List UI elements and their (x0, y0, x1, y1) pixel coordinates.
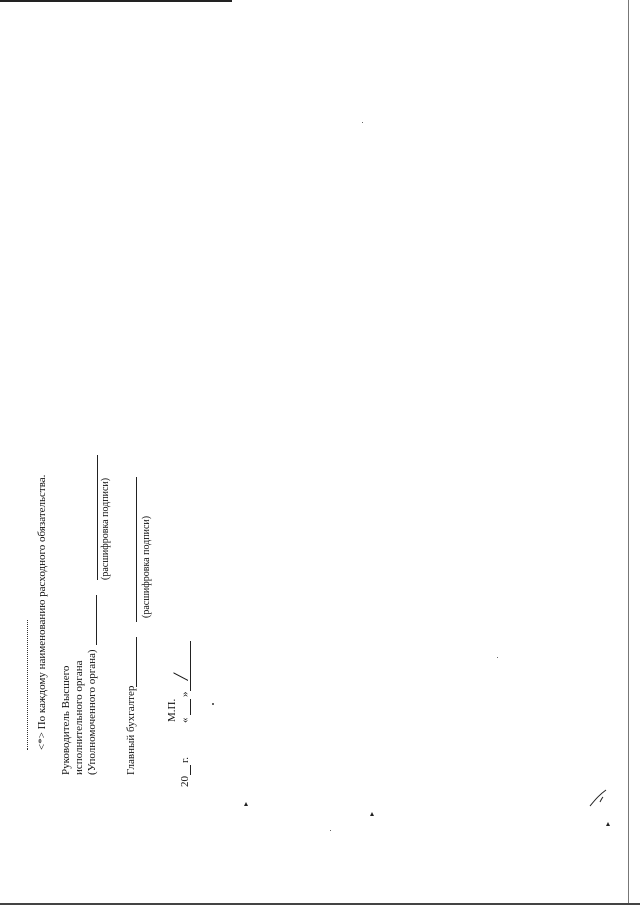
chief-decoding-caption: (расшифровка подписи) (141, 515, 152, 618)
date-year-prefix: 20 (179, 776, 191, 787)
chief-accountant-label: Главный бухгалтер (125, 685, 137, 775)
head-decoding-line (97, 455, 98, 580)
handwritten-date-mark: / (168, 673, 193, 680)
head-label-line1: Руководитель Высшего (60, 665, 72, 775)
head-label-line2: исполнительного органа (73, 660, 85, 775)
date-year-line (190, 765, 191, 775)
date-open-quote: « (179, 717, 191, 723)
head-signature-line (96, 595, 97, 645)
date-month-line (190, 641, 191, 691)
chief-decoding-line (136, 477, 137, 622)
stamp-label: М.П. (166, 698, 178, 722)
head-label-line3: (Уполномоченного органа) (86, 649, 98, 775)
date-year-suffix: г. (179, 756, 191, 763)
head-decoding-caption: (расшифровка подписи) (100, 477, 111, 580)
footnote-text: <*> По каждому наименованию расходного обязательства. (36, 474, 48, 750)
footnote-separator (27, 620, 28, 750)
chief-signature-line (136, 637, 137, 687)
date-day-line (190, 699, 191, 715)
date-close-quote: » (179, 691, 191, 697)
